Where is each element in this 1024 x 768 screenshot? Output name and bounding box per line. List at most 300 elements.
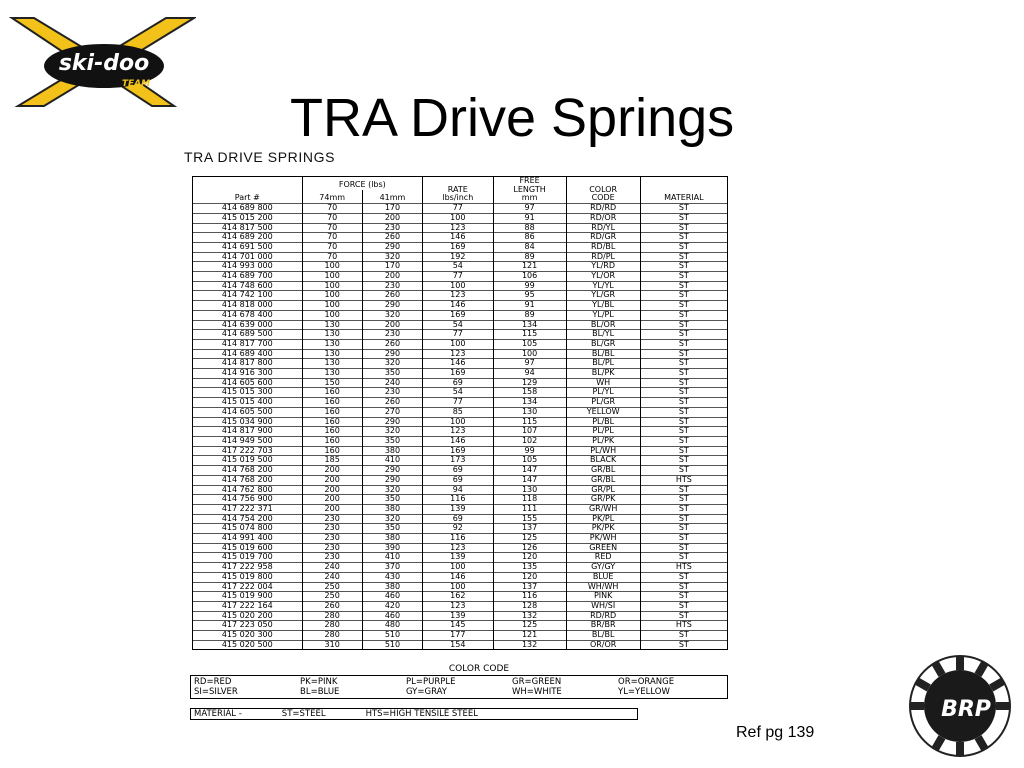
cell-force-41mm: 420	[362, 601, 422, 611]
cell-force-41mm: 410	[362, 456, 422, 466]
table-row	[193, 466, 728, 476]
cell-free-length: 111	[493, 504, 566, 514]
cell-part-number: 414 818 000	[193, 301, 303, 311]
cell-force-41mm: 260	[362, 291, 422, 301]
cell-rate: 54	[423, 262, 493, 272]
cell-force-74mm: 100	[302, 310, 362, 320]
cell-rate: 123	[423, 427, 493, 437]
legend-item: PK=PINK	[300, 677, 338, 687]
cell-free-length: 125	[493, 534, 566, 544]
cell-rate: 169	[423, 446, 493, 456]
cell-free-length: 128	[493, 601, 566, 611]
cell-material: ST	[640, 349, 727, 359]
table-caption: TRA DRIVE SPRINGS	[184, 149, 336, 165]
cell-rate: 100	[423, 582, 493, 592]
cell-color-code: YL/GR	[566, 291, 640, 301]
table-row	[193, 369, 728, 379]
cell-force-74mm: 100	[302, 262, 362, 272]
cell-force-41mm: 380	[362, 582, 422, 592]
cell-part-number: 414 689 700	[193, 272, 303, 282]
cell-force-74mm: 100	[302, 301, 362, 311]
cell-force-74mm: 310	[302, 640, 362, 650]
cell-free-length: 106	[493, 272, 566, 282]
cell-color-code: BLACK	[566, 456, 640, 466]
cell-material: ST	[640, 514, 727, 524]
cell-color-code: OR/OR	[566, 640, 640, 650]
cell-force-74mm: 70	[302, 252, 362, 262]
cell-rate: 100	[423, 417, 493, 427]
cell-color-code: YL/RD	[566, 262, 640, 272]
cell-material: ST	[640, 281, 727, 291]
legend-item: BL=BLUE	[300, 687, 340, 697]
cell-force-41mm: 350	[362, 369, 422, 379]
cell-color-code: RD/PL	[566, 252, 640, 262]
table-row	[193, 339, 728, 349]
cell-free-length: 99	[493, 446, 566, 456]
cell-rate: 69	[423, 466, 493, 476]
cell-rate: 192	[423, 252, 493, 262]
cell-free-length: 94	[493, 369, 566, 379]
cell-rate: 146	[423, 436, 493, 446]
cell-material: ST	[640, 330, 727, 340]
cell-part-number: 417 222 703	[193, 446, 303, 456]
table-row	[193, 233, 728, 243]
cell-material: HTS	[640, 475, 727, 485]
cell-force-74mm: 100	[302, 291, 362, 301]
table-row	[193, 242, 728, 252]
legend-item: SI=SILVER	[194, 687, 238, 697]
cell-material: ST	[640, 369, 727, 379]
cell-material: ST	[640, 436, 727, 446]
cell-part-number: 414 817 900	[193, 427, 303, 437]
cell-part-number: 414 742 100	[193, 291, 303, 301]
cell-rate: 146	[423, 301, 493, 311]
cell-part-number: 415 019 800	[193, 572, 303, 582]
cell-force-41mm: 320	[362, 514, 422, 524]
cell-force-41mm: 200	[362, 272, 422, 282]
cell-force-74mm: 240	[302, 572, 362, 582]
cell-rate: 100	[423, 339, 493, 349]
cell-rate: 100	[423, 281, 493, 291]
cell-force-74mm: 200	[302, 495, 362, 505]
cell-rate: 123	[423, 349, 493, 359]
cell-part-number: 415 019 600	[193, 543, 303, 553]
cell-part-number: 417 223 050	[193, 621, 303, 631]
cell-color-code: BLUE	[566, 572, 640, 582]
cell-rate: 116	[423, 495, 493, 505]
cell-part-number: 414 754 200	[193, 514, 303, 524]
cell-force-41mm: 410	[362, 553, 422, 563]
cell-force-74mm: 130	[302, 320, 362, 330]
cell-free-length: 121	[493, 262, 566, 272]
cell-material: ST	[640, 272, 727, 282]
legend-item: GR=GREEN	[512, 677, 562, 687]
drive-springs-table	[192, 176, 728, 650]
cell-material: ST	[640, 495, 727, 505]
cell-free-length: 120	[493, 553, 566, 563]
cell-rate: 116	[423, 534, 493, 544]
cell-color-code: GREEN	[566, 543, 640, 553]
cell-rate: 100	[423, 213, 493, 223]
header-part: Part #	[193, 177, 303, 204]
cell-free-length: 91	[493, 301, 566, 311]
cell-material: ST	[640, 466, 727, 476]
cell-material: ST	[640, 601, 727, 611]
cell-color-code: BL/PK	[566, 369, 640, 379]
cell-color-code: BL/GR	[566, 339, 640, 349]
cell-force-74mm: 130	[302, 330, 362, 340]
cell-force-41mm: 460	[362, 592, 422, 602]
cell-color-code: YL/PL	[566, 310, 640, 320]
cell-rate: 177	[423, 631, 493, 641]
cell-force-74mm: 130	[302, 369, 362, 379]
legend-item: OR=ORANGE	[618, 677, 675, 687]
cell-free-length: 137	[493, 524, 566, 534]
cell-material: ST	[640, 572, 727, 582]
cell-part-number: 414 689 200	[193, 233, 303, 243]
cell-free-length: 105	[493, 339, 566, 349]
cell-free-length: 100	[493, 349, 566, 359]
cell-force-74mm: 130	[302, 349, 362, 359]
cell-material: ST	[640, 407, 727, 417]
cell-free-length: 132	[493, 640, 566, 650]
cell-part-number: 415 019 700	[193, 553, 303, 563]
cell-color-code: RD/OR	[566, 213, 640, 223]
cell-part-number: 415 015 200	[193, 213, 303, 223]
cell-force-74mm: 130	[302, 339, 362, 349]
cell-free-length: 120	[493, 572, 566, 582]
cell-free-length: 130	[493, 485, 566, 495]
cell-force-74mm: 260	[302, 601, 362, 611]
cell-color-code: BL/YL	[566, 330, 640, 340]
cell-color-code: GR/BL	[566, 475, 640, 485]
table-row	[193, 436, 728, 446]
header-color-code: COLOR CODE	[566, 177, 640, 204]
cell-force-74mm: 150	[302, 378, 362, 388]
cell-force-74mm: 70	[302, 242, 362, 252]
cell-force-74mm: 200	[302, 504, 362, 514]
cell-force-41mm: 260	[362, 398, 422, 408]
cell-force-41mm: 290	[362, 475, 422, 485]
cell-free-length: 102	[493, 436, 566, 446]
cell-force-41mm: 290	[362, 242, 422, 252]
cell-free-length: 99	[493, 281, 566, 291]
color-code-legend	[190, 664, 728, 699]
cell-force-74mm: 200	[302, 466, 362, 476]
cell-material: ST	[640, 233, 727, 243]
cell-force-41mm: 230	[362, 330, 422, 340]
header-force-41mm: 41mm	[362, 190, 422, 204]
cell-material: ST	[640, 417, 727, 427]
cell-part-number: 414 768 200	[193, 466, 303, 476]
cell-free-length: 84	[493, 242, 566, 252]
cell-color-code: PL/GR	[566, 398, 640, 408]
cell-color-code: PL/YL	[566, 388, 640, 398]
cell-part-number: 414 689 500	[193, 330, 303, 340]
cell-material: ST	[640, 582, 727, 592]
cell-part-number: 414 949 500	[193, 436, 303, 446]
cell-force-74mm: 230	[302, 524, 362, 534]
table-row	[193, 592, 728, 602]
cell-material: HTS	[640, 563, 727, 573]
cell-force-74mm: 70	[302, 204, 362, 214]
table-row	[193, 213, 728, 223]
logo-team-text: TEAM	[121, 79, 151, 89]
table-row	[193, 204, 728, 214]
cell-color-code: PK/PK	[566, 524, 640, 534]
cell-force-41mm: 390	[362, 543, 422, 553]
cell-force-74mm: 280	[302, 631, 362, 641]
legend-item: YL=YELLOW	[618, 687, 670, 697]
cell-rate: 139	[423, 611, 493, 621]
cell-material: ST	[640, 504, 727, 514]
cell-force-74mm: 200	[302, 475, 362, 485]
header-rate: RATE lbs/inch	[423, 177, 493, 204]
cell-force-41mm: 230	[362, 388, 422, 398]
cell-material: ST	[640, 388, 727, 398]
table-row	[193, 310, 728, 320]
cell-force-41mm: 240	[362, 378, 422, 388]
cell-rate: 77	[423, 204, 493, 214]
cell-force-41mm: 320	[362, 427, 422, 437]
cell-part-number: 414 605 500	[193, 407, 303, 417]
cell-rate: 139	[423, 504, 493, 514]
cell-free-length: 116	[493, 592, 566, 602]
cell-material: ST	[640, 427, 727, 437]
cell-part-number: 414 916 300	[193, 369, 303, 379]
cell-force-41mm: 290	[362, 301, 422, 311]
cell-free-length: 97	[493, 359, 566, 369]
cell-force-41mm: 200	[362, 213, 422, 223]
cell-part-number: 415 020 300	[193, 631, 303, 641]
cell-force-41mm: 320	[362, 485, 422, 495]
cell-part-number: 414 991 400	[193, 534, 303, 544]
table-row	[193, 640, 728, 650]
cell-material: ST	[640, 640, 727, 650]
cell-part-number: 414 748 600	[193, 281, 303, 291]
cell-material: ST	[640, 631, 727, 641]
cell-force-41mm: 370	[362, 563, 422, 573]
cell-force-74mm: 70	[302, 213, 362, 223]
ski-doo-team-logo	[4, 14, 196, 110]
cell-rate: 139	[423, 553, 493, 563]
cell-color-code: BL/PL	[566, 359, 640, 369]
cell-part-number: 417 222 371	[193, 504, 303, 514]
slide-title: TRA Drive Springs	[290, 88, 735, 149]
table-row	[193, 475, 728, 485]
cell-color-code: GR/PK	[566, 495, 640, 505]
cell-material: ST	[640, 543, 727, 553]
cell-rate: 162	[423, 592, 493, 602]
cell-part-number: 414 762 800	[193, 485, 303, 495]
logo-ski-doo-text: ski-doo	[58, 51, 150, 76]
cell-rate: 169	[423, 369, 493, 379]
table-row	[193, 504, 728, 514]
cell-color-code: RD/YL	[566, 223, 640, 233]
cell-free-length: 107	[493, 427, 566, 437]
header-force-74mm: 74mm	[302, 190, 362, 204]
cell-free-length: 158	[493, 388, 566, 398]
cell-part-number: 414 701 000	[193, 252, 303, 262]
cell-free-length: 118	[493, 495, 566, 505]
cell-force-74mm: 280	[302, 621, 362, 631]
cell-free-length: 126	[493, 543, 566, 553]
cell-force-41mm: 170	[362, 204, 422, 214]
cell-part-number: 414 817 500	[193, 223, 303, 233]
material-legend	[190, 708, 638, 720]
cell-force-74mm: 185	[302, 456, 362, 466]
page-reference: Ref pg 139	[736, 724, 815, 741]
cell-rate: 145	[423, 621, 493, 631]
cell-free-length: 137	[493, 582, 566, 592]
cell-rate: 154	[423, 640, 493, 650]
cell-color-code: PK/WH	[566, 534, 640, 544]
cell-free-length: 121	[493, 631, 566, 641]
cell-rate: 169	[423, 310, 493, 320]
cell-force-74mm: 100	[302, 272, 362, 282]
cell-rate: 54	[423, 320, 493, 330]
cell-force-41mm: 260	[362, 339, 422, 349]
cell-force-74mm: 160	[302, 446, 362, 456]
cell-color-code: BL/BL	[566, 349, 640, 359]
cell-force-41mm: 270	[362, 407, 422, 417]
cell-force-74mm: 200	[302, 485, 362, 495]
cell-material: ST	[640, 446, 727, 456]
cell-force-74mm: 70	[302, 233, 362, 243]
cell-force-41mm: 350	[362, 524, 422, 534]
header-force: FORCE (lbs)	[302, 177, 423, 191]
cell-color-code: GR/BL	[566, 466, 640, 476]
cell-rate: 69	[423, 514, 493, 524]
cell-color-code: GR/WH	[566, 504, 640, 514]
header-free-length: FREE LENGTH mm	[493, 177, 566, 204]
cell-force-74mm: 160	[302, 388, 362, 398]
cell-part-number: 417 222 004	[193, 582, 303, 592]
table-row	[193, 272, 728, 282]
cell-part-number: 415 034 900	[193, 417, 303, 427]
cell-material: ST	[640, 301, 727, 311]
cell-part-number: 414 993 000	[193, 262, 303, 272]
cell-rate: 77	[423, 330, 493, 340]
cell-rate: 146	[423, 572, 493, 582]
cell-free-length: 88	[493, 223, 566, 233]
cell-force-41mm: 290	[362, 466, 422, 476]
cell-rate: 123	[423, 291, 493, 301]
cell-force-41mm: 430	[362, 572, 422, 582]
cell-part-number: 414 817 700	[193, 339, 303, 349]
cell-free-length: 125	[493, 621, 566, 631]
cell-part-number: 414 768 200	[193, 475, 303, 485]
cell-rate: 123	[423, 543, 493, 553]
cell-force-41mm: 320	[362, 310, 422, 320]
table-body	[193, 204, 728, 650]
cell-force-41mm: 510	[362, 631, 422, 641]
cell-color-code: PK/PL	[566, 514, 640, 524]
cell-part-number: 415 074 800	[193, 524, 303, 534]
cell-material: ST	[640, 213, 727, 223]
cell-color-code: YELLOW	[566, 407, 640, 417]
cell-color-code: GY/GY	[566, 563, 640, 573]
table-row	[193, 495, 728, 505]
cell-free-length: 115	[493, 417, 566, 427]
cell-force-74mm: 160	[302, 427, 362, 437]
cell-color-code: PL/BL	[566, 417, 640, 427]
cell-rate: 85	[423, 407, 493, 417]
cell-material: HTS	[640, 621, 727, 631]
cell-free-length: 86	[493, 233, 566, 243]
cell-force-74mm: 160	[302, 407, 362, 417]
cell-force-74mm: 230	[302, 553, 362, 563]
cell-force-74mm: 160	[302, 398, 362, 408]
cell-force-41mm: 350	[362, 436, 422, 446]
cell-free-length: 97	[493, 204, 566, 214]
cell-force-74mm: 100	[302, 281, 362, 291]
brp-logo	[908, 654, 1012, 758]
cell-free-length: 132	[493, 611, 566, 621]
cell-force-41mm: 380	[362, 446, 422, 456]
cell-part-number: 414 691 500	[193, 242, 303, 252]
cell-force-41mm: 260	[362, 233, 422, 243]
cell-free-length: 134	[493, 398, 566, 408]
cell-part-number: 417 222 958	[193, 563, 303, 573]
cell-color-code: PL/PK	[566, 436, 640, 446]
cell-free-length: 155	[493, 514, 566, 524]
cell-material: ST	[640, 378, 727, 388]
cell-color-code: GR/PL	[566, 485, 640, 495]
cell-rate: 123	[423, 601, 493, 611]
table-row	[193, 301, 728, 311]
cell-color-code: BR/BR	[566, 621, 640, 631]
legend-item: PL=PURPLE	[406, 677, 456, 687]
cell-rate: 54	[423, 388, 493, 398]
cell-free-length: 95	[493, 291, 566, 301]
cell-free-length: 105	[493, 456, 566, 466]
cell-force-74mm: 230	[302, 534, 362, 544]
cell-color-code: WH/SI	[566, 601, 640, 611]
cell-color-code: PINK	[566, 592, 640, 602]
cell-color-code: WH	[566, 378, 640, 388]
cell-part-number: 415 015 300	[193, 388, 303, 398]
legend-item: RD=RED	[194, 677, 232, 687]
cell-part-number: 414 639 000	[193, 320, 303, 330]
cell-rate: 92	[423, 524, 493, 534]
cell-free-length: 129	[493, 378, 566, 388]
cell-color-code: RD/BL	[566, 242, 640, 252]
cell-rate: 123	[423, 223, 493, 233]
cell-rate: 146	[423, 359, 493, 369]
material-steel: ST=STEEL	[281, 709, 326, 719]
cell-force-41mm: 480	[362, 621, 422, 631]
cell-part-number: 414 605 600	[193, 378, 303, 388]
cell-material: ST	[640, 534, 727, 544]
cell-force-41mm: 380	[362, 534, 422, 544]
cell-force-41mm: 350	[362, 495, 422, 505]
cell-free-length: 91	[493, 213, 566, 223]
legend-title: COLOR CODE	[448, 664, 510, 674]
cell-color-code: BL/OR	[566, 320, 640, 330]
cell-force-41mm: 320	[362, 252, 422, 262]
table-row	[193, 398, 728, 408]
cell-material: ST	[640, 611, 727, 621]
cell-force-74mm: 280	[302, 611, 362, 621]
cell-color-code: YL/OR	[566, 272, 640, 282]
cell-force-74mm: 70	[302, 223, 362, 233]
cell-free-length: 134	[493, 320, 566, 330]
cell-force-41mm: 290	[362, 417, 422, 427]
cell-force-74mm: 240	[302, 563, 362, 573]
cell-part-number: 414 689 400	[193, 349, 303, 359]
cell-rate: 69	[423, 475, 493, 485]
